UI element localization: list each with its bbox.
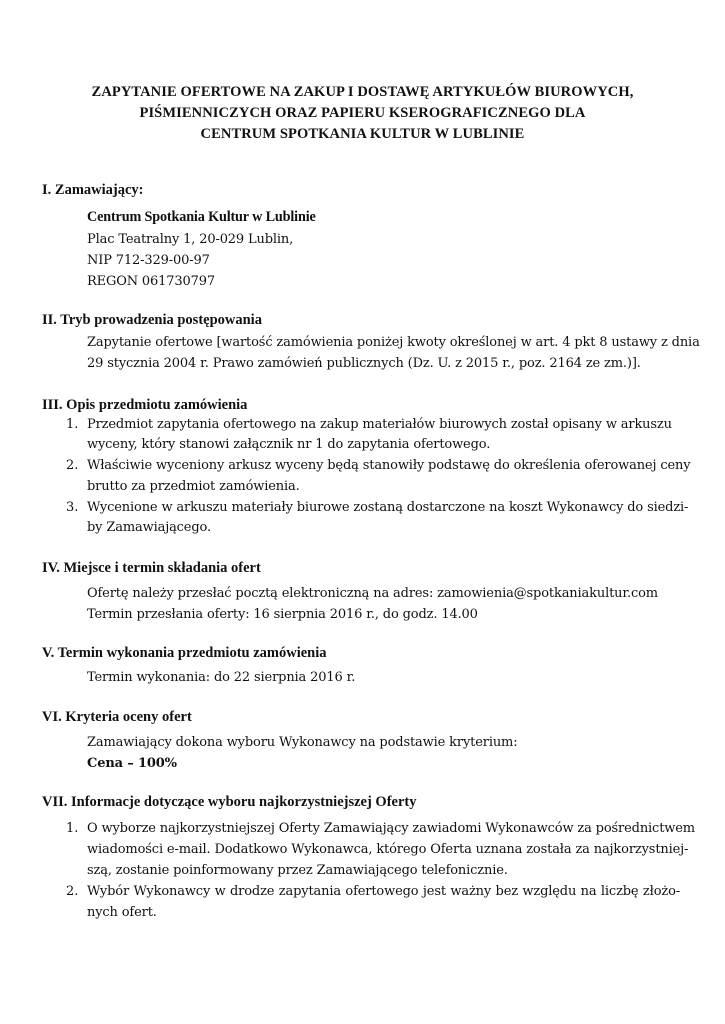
section-3-heading: III. Opis przedmiotu zamówienia	[42, 397, 248, 413]
section-2-heading: II. Tryb prowadzenia postępowania	[42, 312, 262, 328]
list-item-number: 2.	[66, 458, 79, 473]
submission-email-line: Ofertę należy przesłać pocztą elektroniczną na adres: zamowienia@spotkaniakultur.com	[87, 586, 658, 601]
list-item-line: brutto za przedmiot zamówienia.	[87, 479, 300, 494]
list-item-line: Przedmiot zapytania ofertowego na zakup materiałów biurowych został opisany w arkuszu	[87, 417, 672, 432]
list-item-number: 1.	[66, 417, 79, 432]
title-line-1: ZAPYTANIE OFERTOWE NA ZAKUP I DOSTAWĘ ARTYKUŁÓW BIUROWYCH,	[91, 84, 634, 100]
price-criterion: Cena – 100%	[87, 756, 177, 771]
ordering-party-nip: NIP 712-329-00-97	[87, 253, 210, 268]
list-item-line: by Zamawiającego.	[87, 520, 211, 535]
list-item-line: wyceny, który stanowi załącznik nr 1 do zapytania ofertowego.	[87, 437, 491, 452]
title-line-3: CENTRUM SPOTKANIA KULTUR W LUBLINIE	[200, 126, 525, 142]
list-item-number: 3.	[66, 500, 79, 515]
ordering-party-regon: REGON 061730797	[87, 274, 216, 289]
list-item-line: Wycenione w arkuszu materiały biurowe zostaną dostarczone na koszt Wykonawcy do siedzi-	[87, 500, 689, 515]
completion-deadline-line: Termin wykonania: do 22 sierpnia 2016 r.	[87, 670, 356, 685]
section-5-heading: V. Termin wykonania przedmiotu zamówienia	[42, 645, 327, 661]
ordering-party-address: Plac Teatralny 1, 20-029 Lublin,	[87, 232, 294, 247]
section-4-heading: IV. Miejsce i termin składania ofert	[42, 560, 261, 576]
list-item-line: Wybór Wykonawcy w drodze zapytania ofertowego jest ważny bez względu na liczbę złożo-	[87, 884, 680, 899]
section-2-text-line-2: 29 stycznia 2004 r. Prawo zamówień publicznych (Dz. U. z 2015 r., poz. 2164 ze zm.)].	[87, 356, 641, 371]
list-item-line: nych ofert.	[87, 905, 157, 920]
list-item-number: 1.	[66, 821, 79, 836]
list-item-line: szą, zostanie poinformowany przez Zamawiającego telefonicznie.	[87, 863, 508, 878]
criteria-intro-line: Zamawiający dokona wyboru Wykonawcy na podstawie kryterium:	[87, 735, 518, 750]
title-line-2: PIŚMIENNICZYCH ORAZ PAPIERU KSEROGRAFICZNEGO DLA	[139, 105, 586, 121]
list-item-number: 2.	[66, 884, 79, 899]
document-title	[40, 82, 685, 145]
section-1-heading: I. Zamawiający:	[42, 182, 144, 198]
section-2-text-line-1: Zapytanie ofertowe [wartość zamówienia poniżej kwoty określonej w art. 4 pkt 8 ustawy z dnia	[87, 335, 700, 350]
list-item-line: Właściwie wyceniony arkusz wyceny będą stanowiły podstawę do określenia oferowanej ceny	[87, 458, 691, 473]
section-6-heading: VI. Kryteria oceny ofert	[42, 709, 192, 725]
section-7-heading: VII. Informacje dotyczące wyboru najkorzystniejszej Oferty	[42, 794, 417, 810]
list-item-line: O wyborze najkorzystniejszej Oferty Zamawiający zawiadomi Wykonawców za pośrednictwem	[87, 821, 695, 836]
submission-deadline-line: Termin przesłania oferty: 16 sierpnia 2016 r., do godz. 14.00	[87, 607, 478, 622]
list-item-line: wiadomości e-mail. Dodatkowo Wykonawca, którego Oferta uznana została za najkorzystniej-	[87, 842, 689, 857]
ordering-party-name: Centrum Spotkania Kultur w Lublinie	[87, 209, 316, 225]
